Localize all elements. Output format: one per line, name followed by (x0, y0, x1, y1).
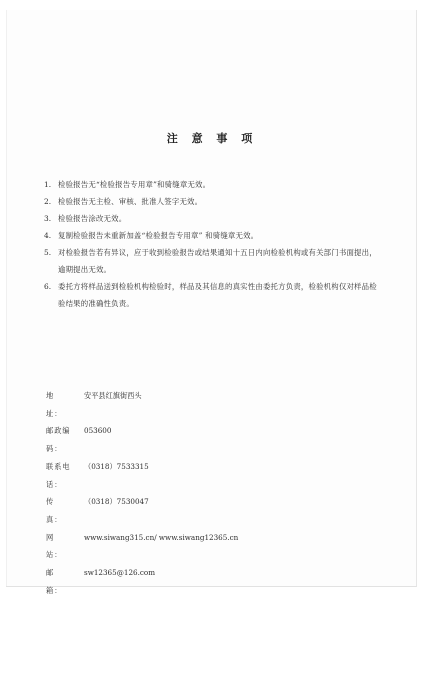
phone-row (46, 458, 346, 493)
notice-text: 委托方将样品送到检验机构检验时，样品及其信息的真实性由委托方负责，检验机构仅对样品检验结果的准确性负责。 (58, 282, 377, 308)
email-value: sw12365@126.com (84, 568, 156, 578)
notice-text: 检验报告无“检验报告专用章”和骑缝章无效。 (58, 180, 211, 189)
notice-text: 检验报告无主检、审核、批准人签字无效。 (58, 197, 203, 206)
website-row (46, 529, 346, 564)
notice-item (44, 227, 380, 244)
website-label: 网 站： (46, 532, 71, 560)
address-value: 安平县红旗街西头 (84, 391, 142, 400)
phone-label: 联系电话： (46, 461, 71, 489)
notice-item (44, 244, 380, 278)
phone-value: （0318）7533315 (84, 461, 149, 471)
notice-number: 5. (44, 248, 52, 257)
contact-info (46, 387, 346, 599)
postcode-label: 邮政编码： (46, 426, 71, 454)
address-row (46, 387, 346, 422)
fax-label: 传 真： (46, 497, 71, 524)
notice-number: 2. (44, 197, 52, 206)
page-title: 注 意 事 项 (166, 132, 258, 145)
postcode-value: 053600 (84, 426, 112, 436)
notice-list (44, 176, 380, 312)
notice-number: 6. (44, 282, 52, 291)
address-label: 地 址： (46, 391, 71, 418)
notice-item (44, 193, 380, 210)
email-row (46, 564, 346, 599)
notice-number: 3. (44, 214, 52, 223)
notice-text: 复制检验报告未重新加盖“检验报告专用章” 和骑缝章无效。 (58, 231, 259, 240)
notice-item (44, 278, 380, 312)
notice-number: 4. (44, 231, 52, 240)
notice-text: 检验报告涂改无效。 (58, 214, 127, 223)
notice-number: 1. (44, 180, 52, 189)
website-value: www.siwang315.cn/ www.siwang12365.cn (84, 532, 239, 542)
notice-text: 对检验报告若有异议，应于收到检验报告或结果通知十五日内向检验机构或有关部门书面提出，逾期提出无效。 (58, 248, 377, 274)
email-label: 邮 箱： (46, 568, 71, 595)
fax-row (46, 493, 346, 528)
fax-value: （0318）7530047 (84, 497, 149, 507)
postcode-row (46, 422, 346, 457)
notice-item (44, 176, 380, 193)
page-edge (6, 10, 7, 586)
notice-item (44, 210, 380, 227)
